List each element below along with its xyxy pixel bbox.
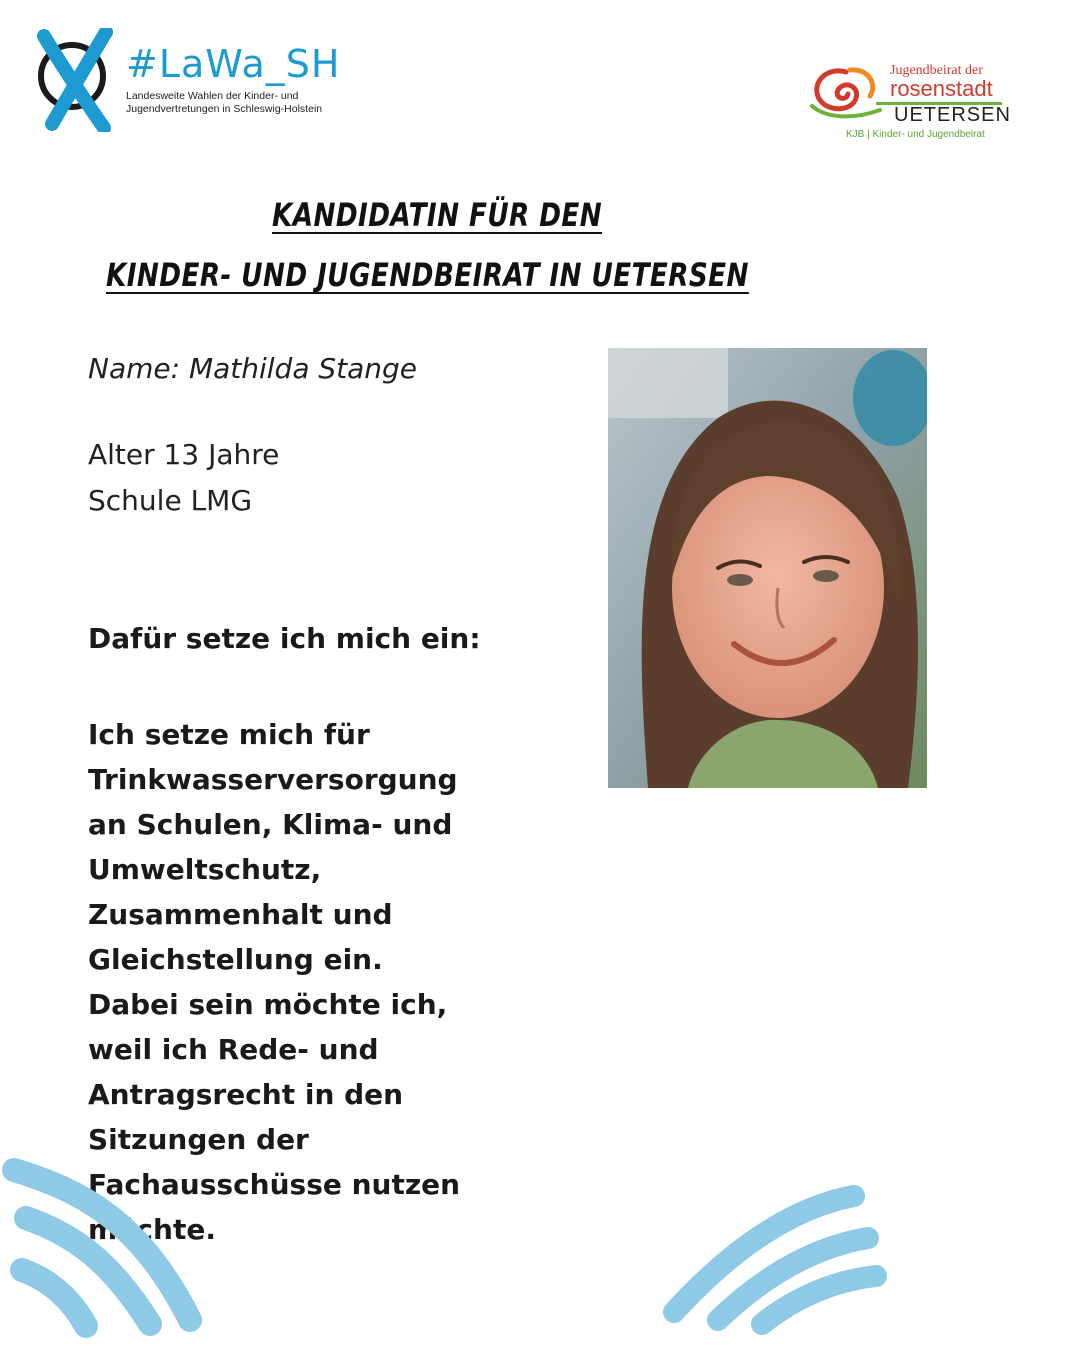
commitment-statement: Ich setze mich für Trinkwasserversorgung an Schulen, Klima- und Umweltschutz, Zusammenhalt und Gleichstellung ein. Dabei sein möchte ich, weil ich Rede- und Antragsrecht in den Sitzungen der Fachausschüsse nutzen möchte. [88, 718, 461, 1246]
lawa-title: #LaWa_SH [126, 42, 341, 86]
commitment-heading: Dafür setze ich mich ein: [88, 622, 481, 655]
ballot-x-icon [36, 28, 118, 132]
decorative-swoosh-left [0, 1150, 240, 1350]
logo-right-line3: UETERSEN [894, 104, 1011, 126]
candidate-age: Alter 13 Jahre [88, 438, 280, 471]
jugendbeirat-uetersen-logo [806, 58, 1016, 148]
lawa-subtitle: Landesweite Wahlen der Kinder- und Jugendvertretungen in Schleswig-Holstein [126, 90, 323, 115]
logo-right-line4: KJB | Kinder- und Jugendbeirat [846, 129, 985, 140]
candidate-school: Schule LMG [88, 484, 253, 517]
candidate-name: Name: Mathilda Stange [88, 352, 418, 385]
page-title-line1: KANDIDATIN FÜR DEN [272, 196, 603, 234]
logo-right-line1: Jugendbeirat der [890, 63, 983, 78]
rose-icon [806, 62, 886, 126]
logo-right-line2: rosenstadt [890, 76, 993, 101]
decorative-swoosh-right [650, 1180, 890, 1350]
page-title-line2: KINDER- UND JUGENDBEIRAT IN UETERSEN [106, 256, 749, 294]
candidate-photo [608, 348, 927, 788]
lawa-sh-logo [36, 28, 366, 138]
